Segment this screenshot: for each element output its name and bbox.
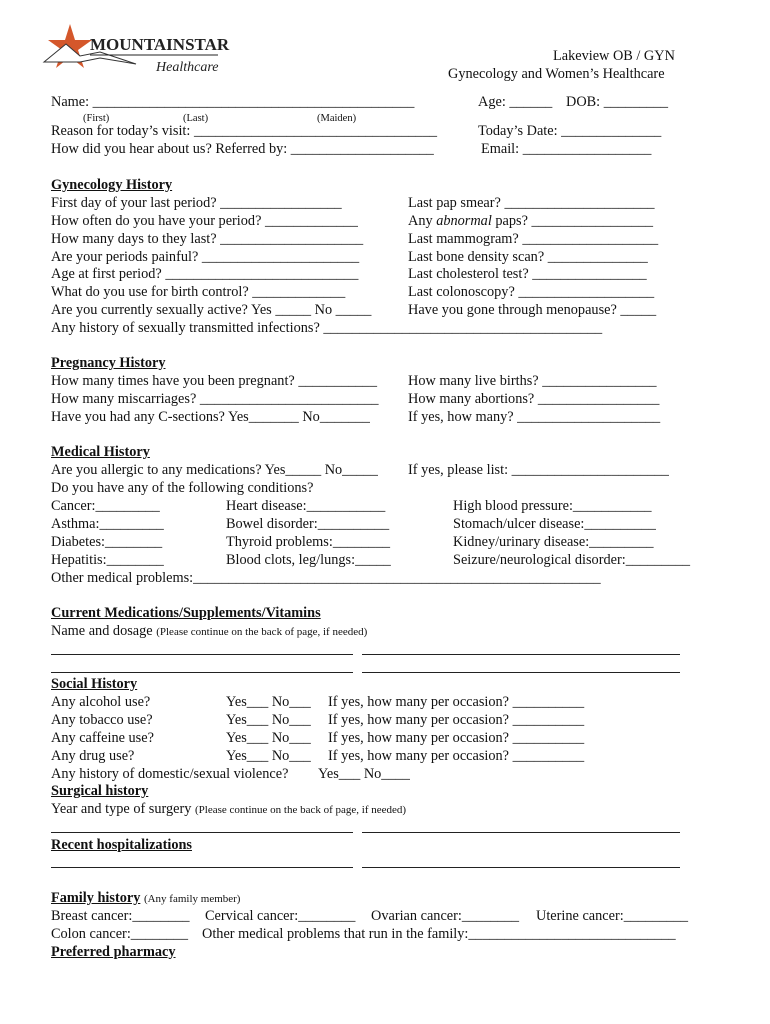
social-yn-violence[interactable]: Yes___ No____	[318, 766, 410, 782]
surgery-line-b[interactable]	[362, 832, 680, 833]
medications-label: Name and dosage	[51, 623, 153, 639]
medications-line-2a[interactable]	[51, 672, 353, 673]
preg-q-how-many[interactable]: If yes, how many? ____________________	[408, 409, 661, 425]
medications-line-2b[interactable]	[362, 672, 680, 673]
social-q-violence: Any history of domestic/sexual violence?	[51, 766, 289, 782]
family-history-heading-row	[51, 890, 240, 908]
med-q-allergic[interactable]: Are you allergic to any medications? Yes_____ No_____	[51, 462, 378, 478]
gyn-q-bone-density[interactable]: Last bone density scan? ______________	[408, 249, 648, 265]
gyn-history-heading: Gynecology History	[51, 177, 173, 193]
gyn-q-abnormal-paps[interactable]: Any abnormal paps? _________________	[408, 213, 654, 229]
social-history-heading: Social History	[51, 676, 138, 692]
gyn-q-period-frequency[interactable]: How often do you have your period? _____________	[51, 213, 358, 229]
gyn-q-first-period-age[interactable]: Age at first period? ___________________________	[51, 266, 359, 282]
social-yn-drug[interactable]: Yes___ No___	[226, 748, 311, 764]
name-last-label: (Last)	[183, 113, 209, 124]
cond-bowel-disorder[interactable]: Bowel disorder:__________	[226, 516, 390, 532]
gyn-q-period-length[interactable]: How many days to they last? ____________________	[51, 231, 364, 247]
family-ovarian-cancer[interactable]: Ovarian cancer:________	[371, 908, 520, 924]
gyn-q-last-period[interactable]: First day of your last period? _________________	[51, 195, 342, 211]
preg-q-times-pregnant[interactable]: How many times have you been pregnant? ___________	[51, 373, 377, 389]
social-q-tobacco: Any tobacco use?	[51, 712, 153, 728]
social-follow-drug[interactable]: If yes, how many per occasion? __________	[328, 748, 585, 764]
medications-line-1b[interactable]	[362, 654, 680, 655]
social-yn-caffeine[interactable]: Yes___ No___	[226, 730, 311, 746]
gyn-q-period-pain[interactable]: Are your periods painful? ______________________	[51, 249, 360, 265]
hospitalizations-line-b[interactable]	[362, 867, 680, 868]
age-field[interactable]: Age: ______	[478, 94, 553, 110]
gyn-q-sexually-active[interactable]: Are you currently sexually active? Yes _____ No _____	[51, 302, 372, 318]
family-uterine-cancer[interactable]: Uterine cancer:_________	[536, 908, 689, 924]
med-q-allergy-list[interactable]: If yes, please list: ______________________	[408, 462, 669, 478]
todays-date-field[interactable]: Today’s Date: ______________	[478, 123, 662, 139]
medications-note: (Please continue on the back of page, if needed)	[156, 626, 368, 638]
surgical-history-heading: Surgical history	[51, 783, 149, 799]
gyn-q-colonoscopy[interactable]: Last colonoscopy? ___________________	[408, 284, 655, 300]
social-follow-alcohol[interactable]: If yes, how many per occasion? __________	[328, 694, 585, 710]
cond-thyroid[interactable]: Thyroid problems:________	[226, 534, 391, 550]
dob-field[interactable]: DOB: _________	[566, 94, 669, 110]
medications-line-1a[interactable]	[51, 654, 353, 655]
family-history-note: (Any family member)	[143, 893, 241, 905]
gyn-q-cholesterol[interactable]: Last cholesterol test? ________________	[408, 266, 647, 282]
clinic-name: Lakeview OB / GYN	[553, 48, 675, 64]
family-colon-cancer[interactable]: Colon cancer:________	[51, 926, 188, 942]
logo-sub: Healthcare	[156, 60, 219, 75]
cond-seizure[interactable]: Seizure/neurological disorder:_________	[453, 552, 691, 568]
medications-heading: Current Medications/Supplements/Vitamins	[51, 605, 321, 621]
cond-heart-disease[interactable]: Heart disease:___________	[226, 498, 386, 514]
surgery-note: (Please continue on the back of page, if needed)	[195, 804, 407, 816]
gyn-q-last-mammogram[interactable]: Last mammogram? ___________________	[408, 231, 659, 247]
clinic-subtitle: Gynecology and Women’s Healthcare	[448, 66, 665, 82]
name-maiden-label: (Maiden)	[317, 113, 357, 124]
logo-brand: MOUNTAINSTAR	[90, 35, 230, 54]
cond-high-blood-pressure[interactable]: High blood pressure:___________	[453, 498, 652, 514]
preg-q-abortions[interactable]: How many abortions? _________________	[408, 391, 660, 407]
cond-diabetes[interactable]: Diabetes:________	[51, 534, 163, 550]
social-q-drug: Any drug use?	[51, 748, 135, 764]
medications-label-row	[51, 623, 367, 641]
preg-q-csections[interactable]: Have you had any C-sections? Yes_______ No_______	[51, 409, 370, 425]
surgery-label-row	[51, 801, 406, 819]
social-follow-caffeine[interactable]: If yes, how many per occasion? __________	[328, 730, 585, 746]
reason-field[interactable]: Reason for today’s visit: __________________________________	[51, 123, 438, 139]
hospitalizations-line-a[interactable]	[51, 867, 353, 868]
surgery-label: Year and type of surgery	[51, 801, 192, 817]
pharmacy-heading: Preferred pharmacy	[51, 944, 176, 960]
social-q-caffeine: Any caffeine use?	[51, 730, 154, 746]
gyn-q-birth-control[interactable]: What do you use for birth control? _____________	[51, 284, 346, 300]
mountainstar-logo	[40, 22, 230, 80]
social-q-alcohol: Any alcohol use?	[51, 694, 151, 710]
family-cervical-cancer[interactable]: Cervical cancer:________	[205, 908, 356, 924]
medical-history-heading: Medical History	[51, 444, 150, 460]
pregnancy-history-heading: Pregnancy History	[51, 355, 166, 371]
name-field[interactable]: Name: _____________________________________________	[51, 94, 415, 110]
cond-kidney-urinary[interactable]: Kidney/urinary disease:_________	[453, 534, 654, 550]
cond-cancer[interactable]: Cancer:_________	[51, 498, 160, 514]
cond-hepatitis[interactable]: Hepatitis:________	[51, 552, 164, 568]
med-q-other-problems[interactable]: Other medical problems:_________________________________________________________	[51, 570, 601, 586]
surgery-line-a[interactable]	[51, 832, 353, 833]
family-history-heading: Family history	[51, 890, 141, 906]
preg-q-miscarriages[interactable]: How many miscarriages? _________________________	[51, 391, 379, 407]
preg-q-live-births[interactable]: How many live births? ________________	[408, 373, 657, 389]
name-first-label: (First)	[83, 113, 110, 124]
gyn-q-sti[interactable]: Any history of sexually transmitted infections? _______________________________________	[51, 320, 603, 336]
social-yn-tobacco[interactable]: Yes___ No___	[226, 712, 311, 728]
referred-field[interactable]: How did you hear about us? Referred by: ____________________	[51, 141, 434, 157]
cond-blood-clots[interactable]: Blood clots, leg/lungs:_____	[226, 552, 391, 568]
social-follow-tobacco[interactable]: If yes, how many per occasion? __________	[328, 712, 585, 728]
med-q-conditions: Do you have any of the following conditions?	[51, 480, 314, 496]
family-breast-cancer[interactable]: Breast cancer:________	[51, 908, 190, 924]
cond-asthma[interactable]: Asthma:_________	[51, 516, 164, 532]
cond-stomach-ulcer[interactable]: Stomach/ulcer disease:__________	[453, 516, 656, 532]
social-yn-alcohol[interactable]: Yes___ No___	[226, 694, 311, 710]
family-other-problems[interactable]: Other medical problems that run in the family:_____________________________	[202, 926, 676, 942]
gyn-q-last-pap[interactable]: Last pap smear? _____________________	[408, 195, 655, 211]
gyn-q-menopause[interactable]: Have you gone through menopause? _____	[408, 302, 657, 318]
hospitalizations-heading: Recent hospitalizations	[51, 837, 192, 853]
email-field[interactable]: Email: __________________	[481, 141, 652, 157]
